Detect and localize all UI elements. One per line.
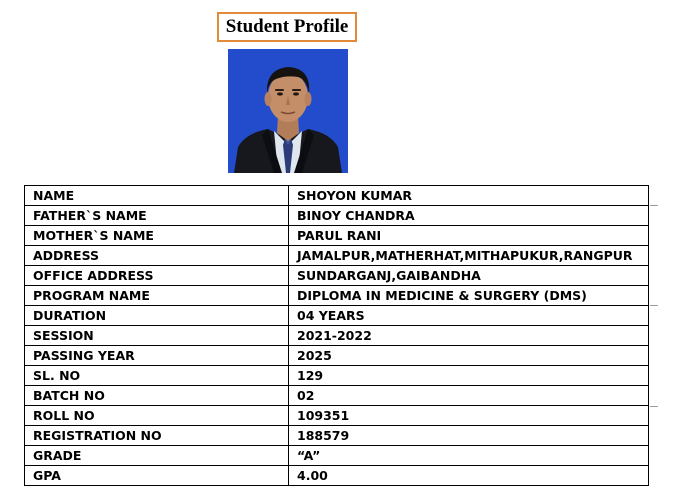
table-row [25,186,649,206]
program-name-label: PROGRAM NAME [25,286,289,306]
session-value: 2021-2022 [289,326,649,346]
name-label: NAME [25,186,289,206]
gpa-value: 4.00 [289,466,649,486]
profile-table [24,185,649,486]
table-row [25,426,649,446]
table-row [25,466,649,486]
address-label: ADDRESS [25,246,289,266]
passing-year-label: PASSING YEAR [25,346,289,366]
duration-value: 04 YEARS [289,306,649,326]
batch-no-value: 02 [289,386,649,406]
mothers-name-label: MOTHER`S NAME [25,226,289,246]
roll-no-value: 109351 [289,406,649,426]
roll-no-label: ROLL NO [25,406,289,426]
passing-year-value: 2025 [289,346,649,366]
table-row [25,246,649,266]
gpa-label: GPA [25,466,289,486]
table-row [25,266,649,286]
program-name-value: DIPLOMA IN MEDICINE & SURGERY (DMS) [289,286,649,306]
table-row [25,326,649,346]
page-edge-mark [650,205,658,206]
grade-label: GRADE [25,446,289,466]
office-address-value: SUNDARGANJ,GAIBANDHA [289,266,649,286]
grade-value: “A” [289,446,649,466]
registration-no-value: 188579 [289,426,649,446]
page-edge-mark [650,305,658,306]
sl-no-value: 129 [289,366,649,386]
fathers-name-value: BINOY CHANDRA [289,206,649,226]
student-photo [228,49,348,173]
table-row [25,206,649,226]
session-label: SESSION [25,326,289,346]
duration-label: DURATION [25,306,289,326]
table-row [25,366,649,386]
mothers-name-value: PARUL RANI [289,226,649,246]
table-row [25,226,649,246]
registration-no-label: REGISTRATION NO [25,426,289,446]
table-row [25,286,649,306]
page-title: Student Profile [217,12,357,42]
address-value: JAMALPUR,MATHERHAT,MITHAPUKUR,RANGPUR [289,246,649,266]
fathers-name-label: FATHER`S NAME [25,206,289,226]
table-row [25,446,649,466]
table-row [25,386,649,406]
table-row [25,346,649,366]
batch-no-label: BATCH NO [25,386,289,406]
sl-no-label: SL. NO [25,366,289,386]
table-row [25,306,649,326]
office-address-label: OFFICE ADDRESS [25,266,289,286]
name-value: SHOYON KUMAR [289,186,649,206]
table-row [25,406,649,426]
page-edge-mark [650,406,658,407]
